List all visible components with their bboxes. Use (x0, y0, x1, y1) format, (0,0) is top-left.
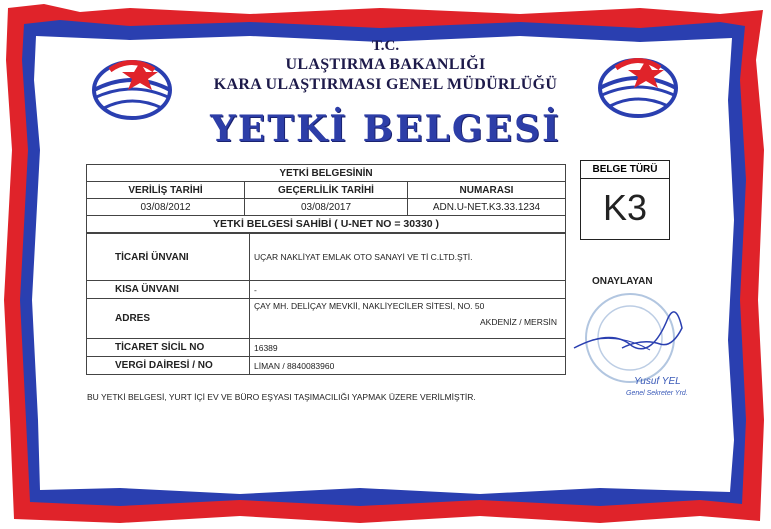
trade-name-value: UÇAR NAKLİYAT EMLAK OTO SANAYİ VE Tİ C.LTD.ŞTİ. (250, 234, 566, 281)
footer-note: BU YETKİ BELGESİ, YURT İÇİ EV VE BÜRO EŞYASI TAŞIMACILIĞI YAPMAK ÜZERE VERİLMİŞTİR. (87, 392, 476, 402)
address-line2: AKDENİZ / MERSİN (480, 317, 557, 327)
issue-date-header: VERİLİŞ TARİHİ (87, 182, 245, 199)
tax-office-value: LİMAN / 8840083960 (250, 357, 566, 375)
certificate-type-value: K3 (602, 187, 648, 228)
validity-date-header: GEÇERLİLİK TARİHİ (245, 182, 408, 199)
address-line1: ÇAY MH. DELİÇAY MEVKİİ, NAKLİYECİLER SİTESİ, NO. 50 (254, 301, 485, 311)
certificate-title: YETKİ BELGESİ (210, 108, 561, 150)
issue-date: 03/08/2012 (87, 199, 245, 216)
trade-name-label: TİCARİ ÜNVANI (87, 234, 250, 281)
number-header: NUMARASI (407, 182, 565, 199)
signer-title: Genel Sekreter Yrd. (626, 390, 688, 397)
certificate-number: ADN.U-NET.K3.33.1234 (407, 199, 565, 216)
trade-registry-label: TİCARET SİCİL NO (87, 339, 250, 357)
short-name-label: KISA ÜNVANI (87, 281, 250, 299)
section-title: YETKİ BELGESİNİN (87, 165, 566, 182)
header-tc: T.C. (371, 38, 400, 54)
approver-label: ONAYLAYAN (592, 276, 653, 287)
certificate-type-box (580, 160, 670, 240)
certificate-table (86, 164, 566, 233)
official-seal-stamp (572, 288, 702, 403)
validity-date: 03/08/2017 (245, 199, 408, 216)
header-directorate: KARA ULAŞTIRMASI GENEL MÜDÜRLÜĞÜ (213, 76, 558, 93)
header-ministry: ULAŞTIRMA BAKANLIĞI (285, 56, 486, 73)
holder-details-table (86, 233, 566, 375)
certificate-type-label: BELGE TÜRÜ (581, 161, 669, 179)
holder-title: YETKİ BELGESİ SAHİBİ ( U-NET NO = 30330 ) (87, 216, 566, 233)
tax-office-label: VERGİ DAİRESİ / NO (87, 357, 250, 375)
trade-registry-value: 16389 (250, 339, 566, 357)
address-label: ADRES (87, 299, 250, 339)
signer-name: Yusuf YEL (634, 376, 681, 387)
short-name-value: - (250, 281, 566, 299)
